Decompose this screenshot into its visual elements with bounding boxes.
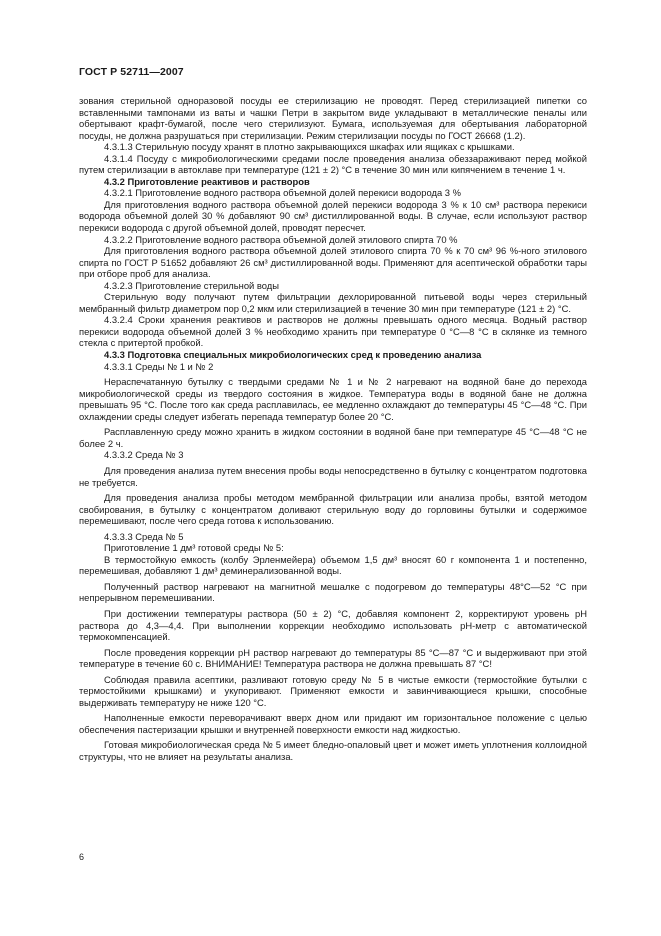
paragraph: При достижении температуры раствора (50 ± 2) °С, добавляя компонент 2, корректируют уровень pH раствора до 4,3—4,4. При выполнении коррекции необходимо использовать pH-метр с автоматической термокомпенсацией. (79, 607, 587, 643)
subsection-heading: 4.3.2.2 Приготовление водного раствора объемной долей этилового спирта 70 % (104, 233, 458, 245)
page-number: 6 (79, 852, 85, 862)
subsection-heading: 4.3.3.2 Среда № 3 (104, 449, 184, 461)
paragraph: Для приготовления водного раствора объемной долей этилового спирта 70 % к 70 см³ 96 %-ного этилового спирта по ГОСТ Р 51652 добавляют 26 см³ дистиллированной воды. Применяют для асептической обработки тары при отборе проб для анализа. (79, 245, 587, 280)
paragraph: 4.3.1.4 Посуду с микробиологическими средами после проведения анализа обеззараживают перед мойкой путем стерилизации в автоклаве при температуре (121 ± 2) °С в течение 30 мин или кипячением в течение 1 ч. (79, 152, 587, 176)
document-header: ГОСТ Р 52711—2007 (79, 66, 184, 78)
paragraph: 4.3.1.3 Стерильную посуду хранят в плотно закрывающихся шкафах или ящиках с крышками. (104, 141, 515, 153)
paragraph: Для проведения анализа путем внесения пробы воды непосредственно в бутылку с концентратом подготовка не требуется. (79, 464, 587, 488)
paragraph: Наполненные емкости переворачивают вверх дном или придают им горизонтальное положение с целью обеспечения пастеризации крышки и внутренней поверхности емкости над жидкостью. (79, 712, 587, 735)
paragraph: В термостойкую емкость (колбу Эрленмейера) объемом 1,5 дм³ вносят 60 г компонента 1 и постепенно, перемешивая, добавляют 1 дм³ деминерализованной воды. (79, 553, 587, 577)
paragraph: 4.3.2.4 Сроки хранения реактивов и растворов не должны превышать одного месяца. Водный раствор перекиси водорода объемной долей 3 % необходимо хранить при температуре 0 °С—8 °С в склянке из темного стекла с притертой пробкой. (79, 314, 587, 349)
paragraph: Для проведения анализа пробы методом мембранной фильтрации или анализа пробы, взятой методом свобирования, в бутылку с концентратом доливают стерильную воду до горловины бутылки и содержимое перемешивают, после чего среда готова к использованию. (79, 492, 587, 527)
paragraph: Нераспечатанную бутылку с твердыми средами № 1 и № 2 нагревают на водяной бане до перехода микробиологической среды из твердого состояния в жидкое. Температура воды в водяной бане не должна превышать 95 °С. После того как среда расплавилась, ее медленно охлаждают до температуры 45 °С—48 °С. При охлаждении среды следует избегать перепада температур более 20 °С. (79, 376, 587, 422)
subsection-heading: 4.3.2.1 Приготовление водного раствора объемной долей перекиси водорода 3 % (104, 187, 461, 199)
paragraph: зования стерильной одноразовой посуды ее стерилизацию не проводят. Перед стерилизацией пипетки со вставленными тампонами из ваты и чашки Петри в закрытом виде укладывают в металлические пеналы или обертывают крафт-бумагой, после чего стерилизуют. Бумага, используемая для обертывания лабораторной посуды, не должна разрушаться при стерилизации. Режим стерилизации посуды по ГОСТ 26668 (1.2). (79, 95, 587, 141)
paragraph: Готовая микробиологическая среда № 5 имеет бледно-опаловый цвет и может иметь уплотнения коллоидной структуры, что не влияет на результаты анализа. (79, 739, 587, 762)
paragraph: Для приготовления водного раствора объемной долей перекиси водорода 3 % к 10 см³ раствора перекиси водорода объемной долей 30 % добавляют 90 см³ дистиллированной воды. В случае, если используют раствор перекиси водорода с другой объемной долей, проводят пересчет. (79, 198, 587, 234)
paragraph: После проведения коррекции pH раствор нагревают до температуры 85 °С—87 °С и выдерживают при этой температуре в течение 60 с. ВНИМАНИЕ! Температура раствора не должна превышать 87 °С! (79, 646, 587, 670)
section-heading: 4.3.2 Приготовление реактивов и растворов (104, 175, 310, 187)
subsection-heading: 4.3.2.3 Приготовление стерильной воды (104, 279, 279, 291)
paragraph: Приготовление 1 дм³ готовой среды № 5: (104, 542, 284, 554)
paragraph: Расплавленную среду можно хранить в жидком состоянии в водяной бане при температуре 45 °С—48 °С не более 2 ч. (79, 426, 587, 449)
subsection-heading: 4.3.3.1 Среды № 1 и № 2 (104, 360, 214, 372)
page-body (79, 95, 587, 763)
section-heading: 4.3.3 Подготовка специальных микробиологических сред к проведению анализа (104, 349, 482, 361)
paragraph: Соблюдая правила асептики, разливают готовую среду № 5 в чистые емкости (термостойкие бутылки с термостойкими крышками) и укупоривают. Применяют емкости и завинчивающиеся крышки, способные выдерживать температуру не ниже 120 °С. (79, 673, 587, 708)
paragraph: Стерильную воду получают путем фильтрации дехлорированной питьевой воды через стерильный мембранный фильтр диаметром пор 0,2 мкм или стерилизацией в течение 30 мин при температуре (121 ± 2) °С. (79, 291, 587, 314)
paragraph: Полученный раствор нагревают на магнитной мешалке с подогревом до температуры 48°С—52 °С при непрерывном перемешивании. (79, 580, 587, 604)
subsection-heading: 4.3.3.3 Среда № 5 (104, 530, 184, 542)
